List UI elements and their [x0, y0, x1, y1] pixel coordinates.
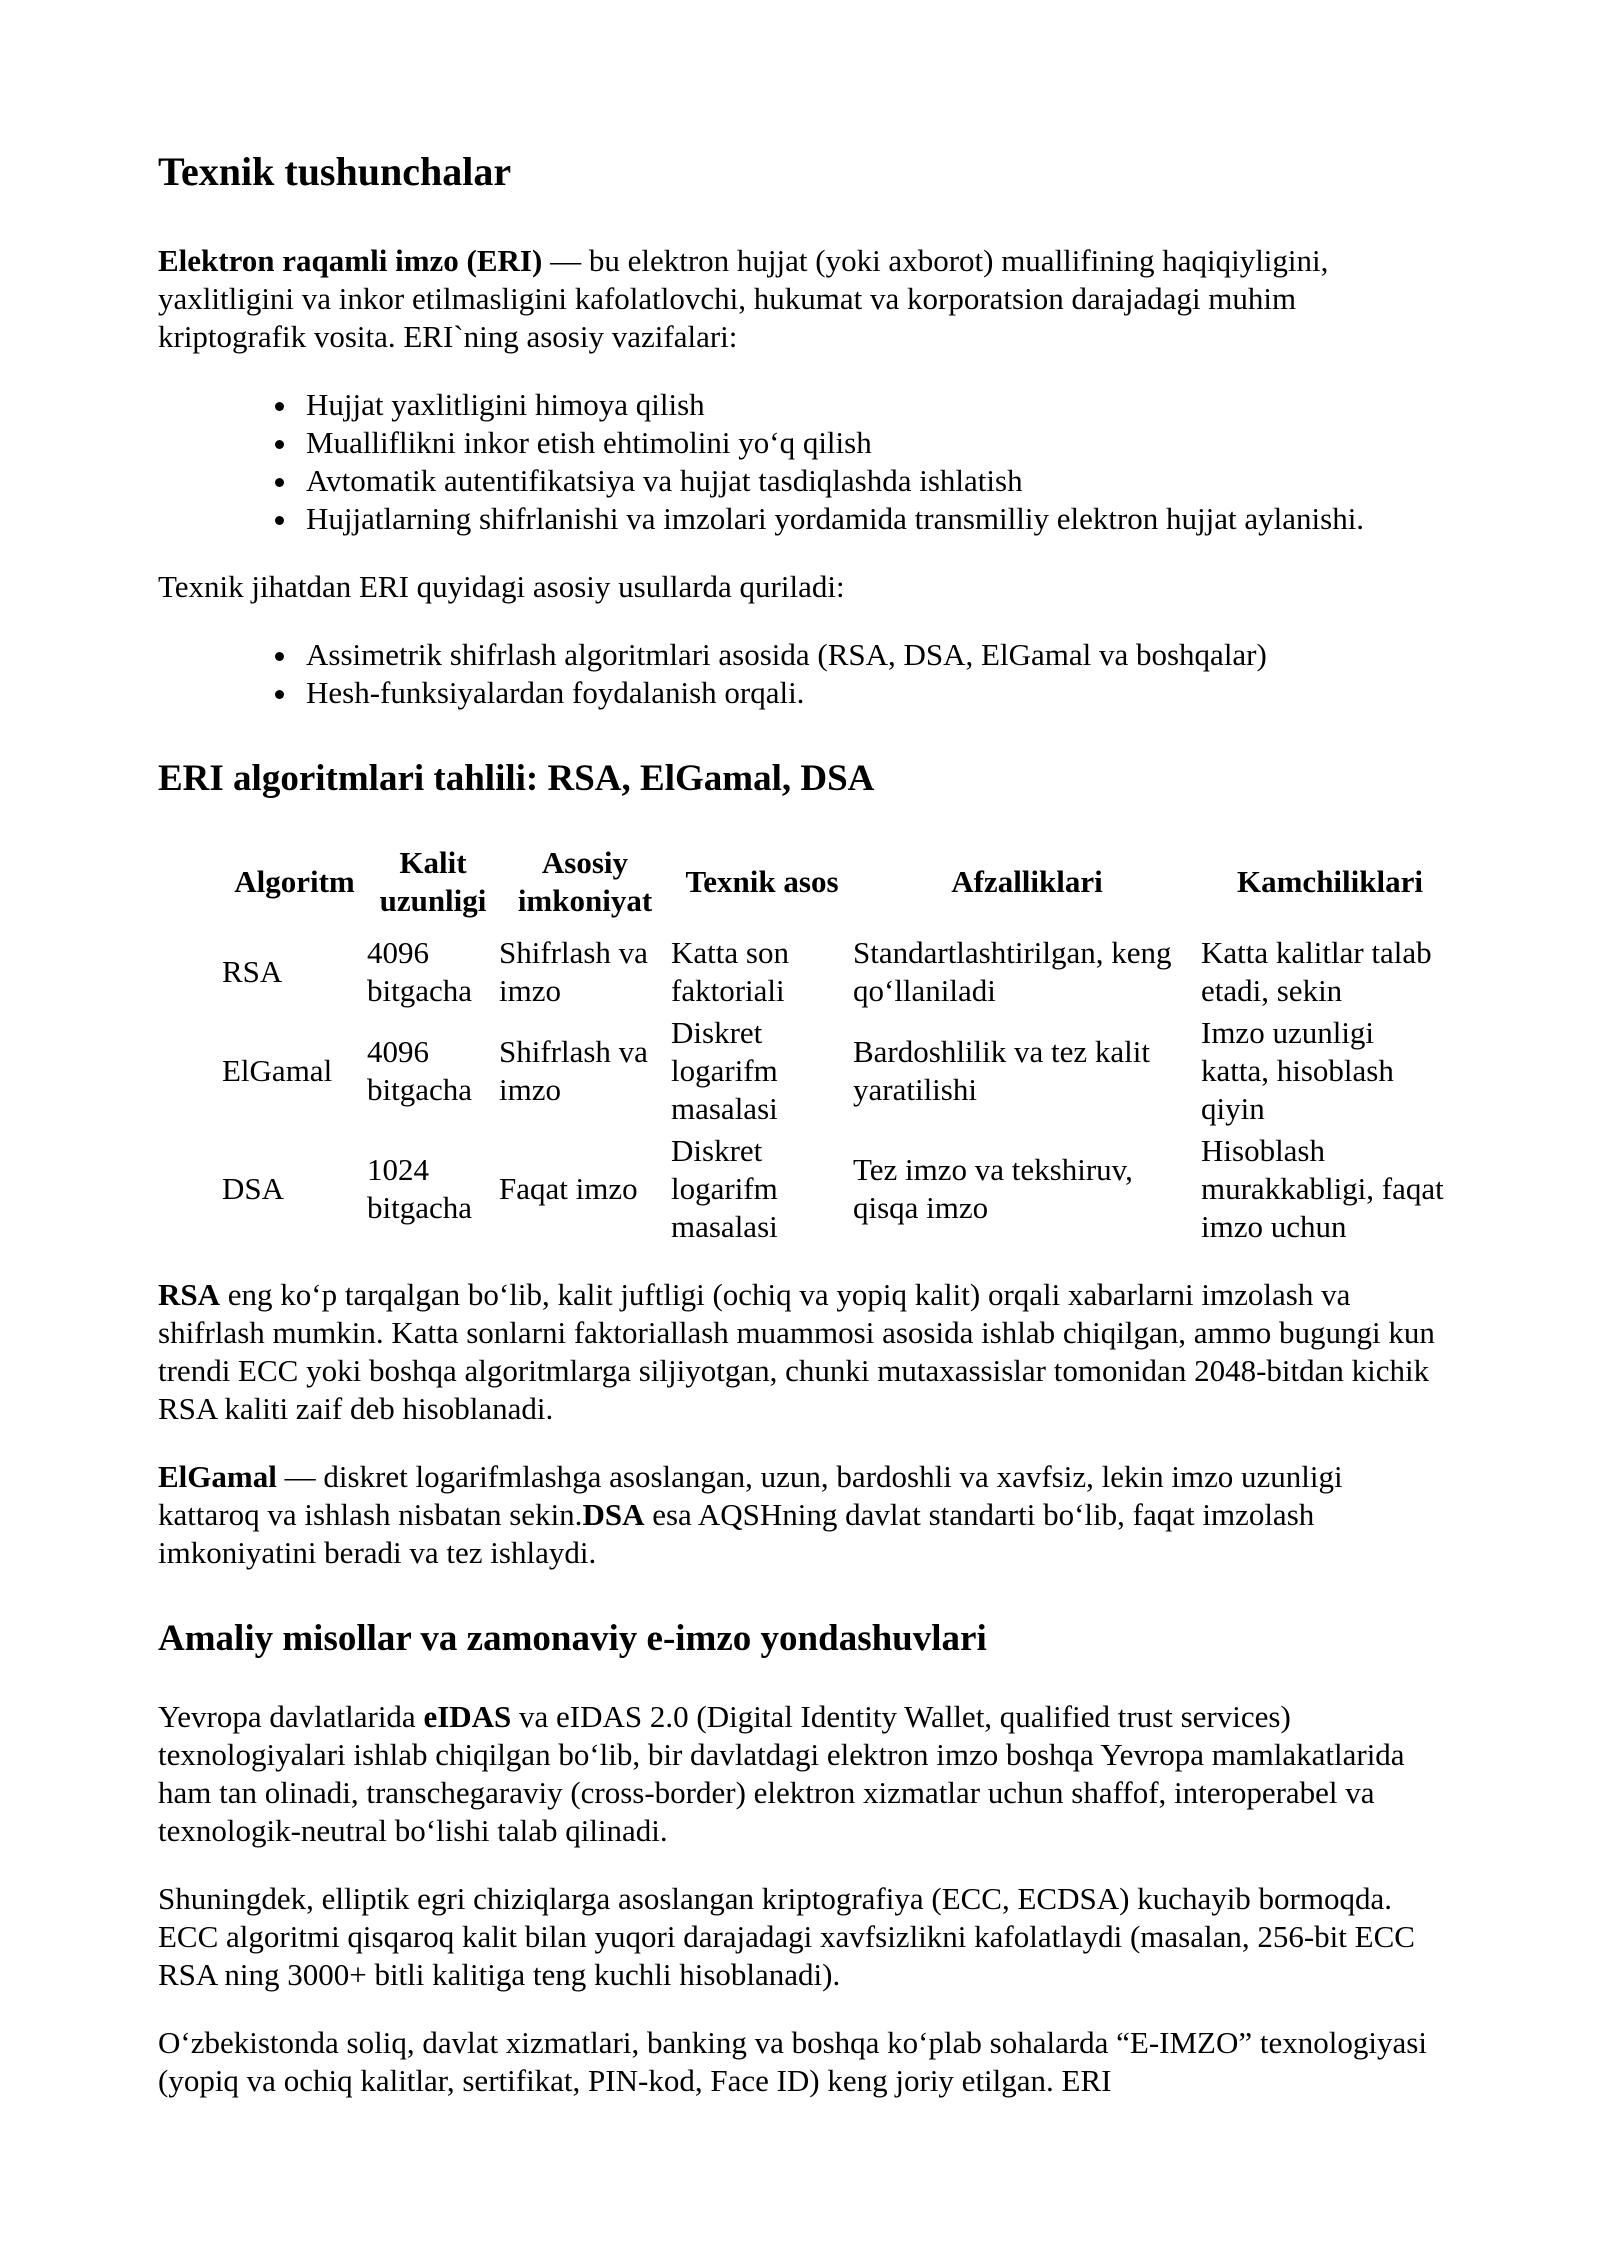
table-cell: Katta kalitlar talab etadi, sekin: [1201, 935, 1432, 1008]
uzbekistan-paragraph: O‘zbekistonda soliq, davlat xizmatlari, banking va boshqa ko‘plab sohalarda “E-IMZO” texnologiyasi (yopiq va ochiq kalitlar, sertifikat, PIN-kod, Face ID) keng joriy etilgan. ERI: [158, 2025, 1427, 2098]
algorithms-section-heading: ERI algoritmlari tahlili: RSA, ElGamal, DSA: [158, 758, 875, 799]
rsa-text: eng ko‘p tarqalgan bo‘lib, kalit juftligi (ochiq va yopiq kalit) orqali xabarlarni imzolash va shifrlash mumkin. Katta sonlarni faktoriallash muammosi asosida ishlab chiqilgan, ammo bugungi kun trendi ECC yoki boshqa algoritmlarga siljiyotgan, chunki mutaxassislar tomonidan 2048-bitdan kichik RSA kaliti zaif deb hisoblanadi.: [158, 1277, 1435, 1426]
column-header-algoritm: Algoritm: [234, 864, 355, 899]
table-cell: 4096 bitgacha: [367, 935, 473, 1008]
table-cell: 4096 bitgacha: [367, 1034, 473, 1107]
document-title: Texnik tushunchalar: [158, 149, 512, 194]
eidas-text-rest: va eIDAS 2.0 (Digital Identity Wallet, qualified trust services) texnologiyalari ishlab chiqilgan bo‘lib, bir davlatdagi elektron imzo boshqa Yevropa mamlakatlarida ham tan olinadi, transchegaraviy (cross-border) elektron xizmatlar uchun shaffof, interoperabel va texnologik-neutral bo‘lishi talab qilinadi.: [158, 1699, 1405, 1848]
table-cell: Shifrlash va imzo: [499, 935, 648, 1008]
table-cell: Standartlashtirilgan, keng qo‘llaniladi: [853, 935, 1172, 1008]
eri-tasks-list: [158, 386, 1442, 538]
ecc-paragraph: Shuningdek, elliptik egri chiziqlarga asoslangan kriptografiya (ECC, ECDSA) kuchayib bormoqda. ECC algoritmi qisqaroq kalit bilan yuqori darajadagi xavfsizlikni kafolatlaydi (masalan, 256-bit ECC RSA ning 3000+ bitli kalitiga teng kuchli hisoblanadi).: [158, 1881, 1415, 1992]
eidas-text-lead: Yevropa davlatlarida: [158, 1699, 424, 1734]
table-row-dsa: [222, 1130, 1459, 1248]
column-header-kamchiliklari: Kamchiliklari: [1237, 864, 1423, 899]
table-cell: DSA: [222, 1171, 285, 1206]
intro-paragraph: [158, 242, 1442, 356]
examples-section-heading: Amaliy misollar va zamonaviy e-imzo yondashuvlari: [158, 1618, 987, 1659]
intro-term-bold: Elektron raqamli imzo (ERI): [158, 243, 543, 278]
dsa-term-bold: DSA: [582, 1497, 645, 1532]
table-cell: Imzo uzunligi katta, hisoblash qiyin: [1201, 1015, 1394, 1126]
intro-text: — bu elektron hujjat (yoki axborot) muallifining haqiqiyligini, yaxlitligini va inkor etilmasligini kafolatlovchi, hukumat va korporatsion darajadagi muhim kriptografik vosita. ERI`ning asosiy vazifalari:: [158, 243, 1329, 354]
table-header-row: [222, 838, 1459, 932]
list-item-method-2: • Hesh-funksiyalardan foydalanish orqali.: [300, 674, 1442, 712]
list-item-method-1: • Assimetrik shifrlash algoritmlari asosida (RSA, DSA, ElGamal va boshqalar): [300, 636, 1442, 674]
table-row-elgamal: [222, 1012, 1459, 1130]
table-cell: Diskret logarifm masalasi: [671, 1133, 778, 1244]
eidas-term-bold: eIDAS: [423, 1699, 512, 1734]
table-cell: Faqat imzo: [499, 1171, 638, 1206]
methods-intro-paragraph: Texnik jihatdan ERI quyidagi asosiy usullarda quriladi:: [158, 569, 845, 604]
table-cell: 1024 bitgacha: [367, 1152, 473, 1225]
table-cell: RSA: [222, 954, 283, 989]
methods-list: [158, 636, 1442, 712]
list-item-eri-task-1: • Hujjat yaxlitligini himoya qilish: [300, 386, 1442, 424]
column-header-afzalliklari: Afzalliklari: [951, 864, 1103, 899]
rsa-term-bold: RSA: [158, 1277, 221, 1312]
column-header-kalit-uzunligi: Kalit uzunligi: [379, 845, 487, 918]
elgamal-term-bold: ElGamal: [158, 1459, 277, 1494]
table-cell: Diskret logarifm masalasi: [671, 1015, 778, 1126]
dsa-text: esa AQSHning davlat standarti bo‘lib, faqat imzolash imkoniyatini beradi va tez ishlaydi.: [158, 1497, 1315, 1570]
table-cell: Tez imzo va tekshiruv, qisqa imzo: [853, 1152, 1133, 1225]
column-header-asosiy-imkoniyat: Asosiy imkoniyat: [517, 845, 653, 918]
table-cell: Katta son faktoriali: [671, 935, 789, 1008]
table-cell: Hisoblash murakkabligi, faqat imzo uchun: [1201, 1133, 1444, 1244]
table-cell: ElGamal: [222, 1053, 333, 1088]
list-item-eri-task-4: • Hujjatlarning shifrlanishi va imzolari yordamida transmilliy elektron hujjat aylanishi.: [300, 500, 1442, 538]
elgamal-text: — diskret logarifmlashga asoslangan, uzun, bardoshli va xavfsiz, lekin imzo uzunligi kattaroq va ishlash nisbatan sekin.: [158, 1459, 1343, 1532]
table-cell: Shifrlash va imzo: [499, 1034, 648, 1107]
list-item-eri-task-2: • Mualliflikni inkor etish ehtimolini yo‘q qilish: [300, 424, 1442, 462]
table-row-rsa: [222, 932, 1459, 1012]
elgamal-dsa-paragraph: [158, 1458, 1442, 1572]
list-item-eri-task-3: • Avtomatik autentifikatsiya va hujjat tasdiqlashda ishlatish: [300, 462, 1442, 500]
column-header-texnik-asos: Texnik asos: [685, 864, 839, 899]
table-cell: Bardoshlilik va tez kalit yaratilishi: [853, 1034, 1151, 1107]
rsa-paragraph: [158, 1276, 1442, 1428]
algorithms-table: [222, 838, 1459, 1248]
eidas-paragraph: [158, 1698, 1442, 1850]
